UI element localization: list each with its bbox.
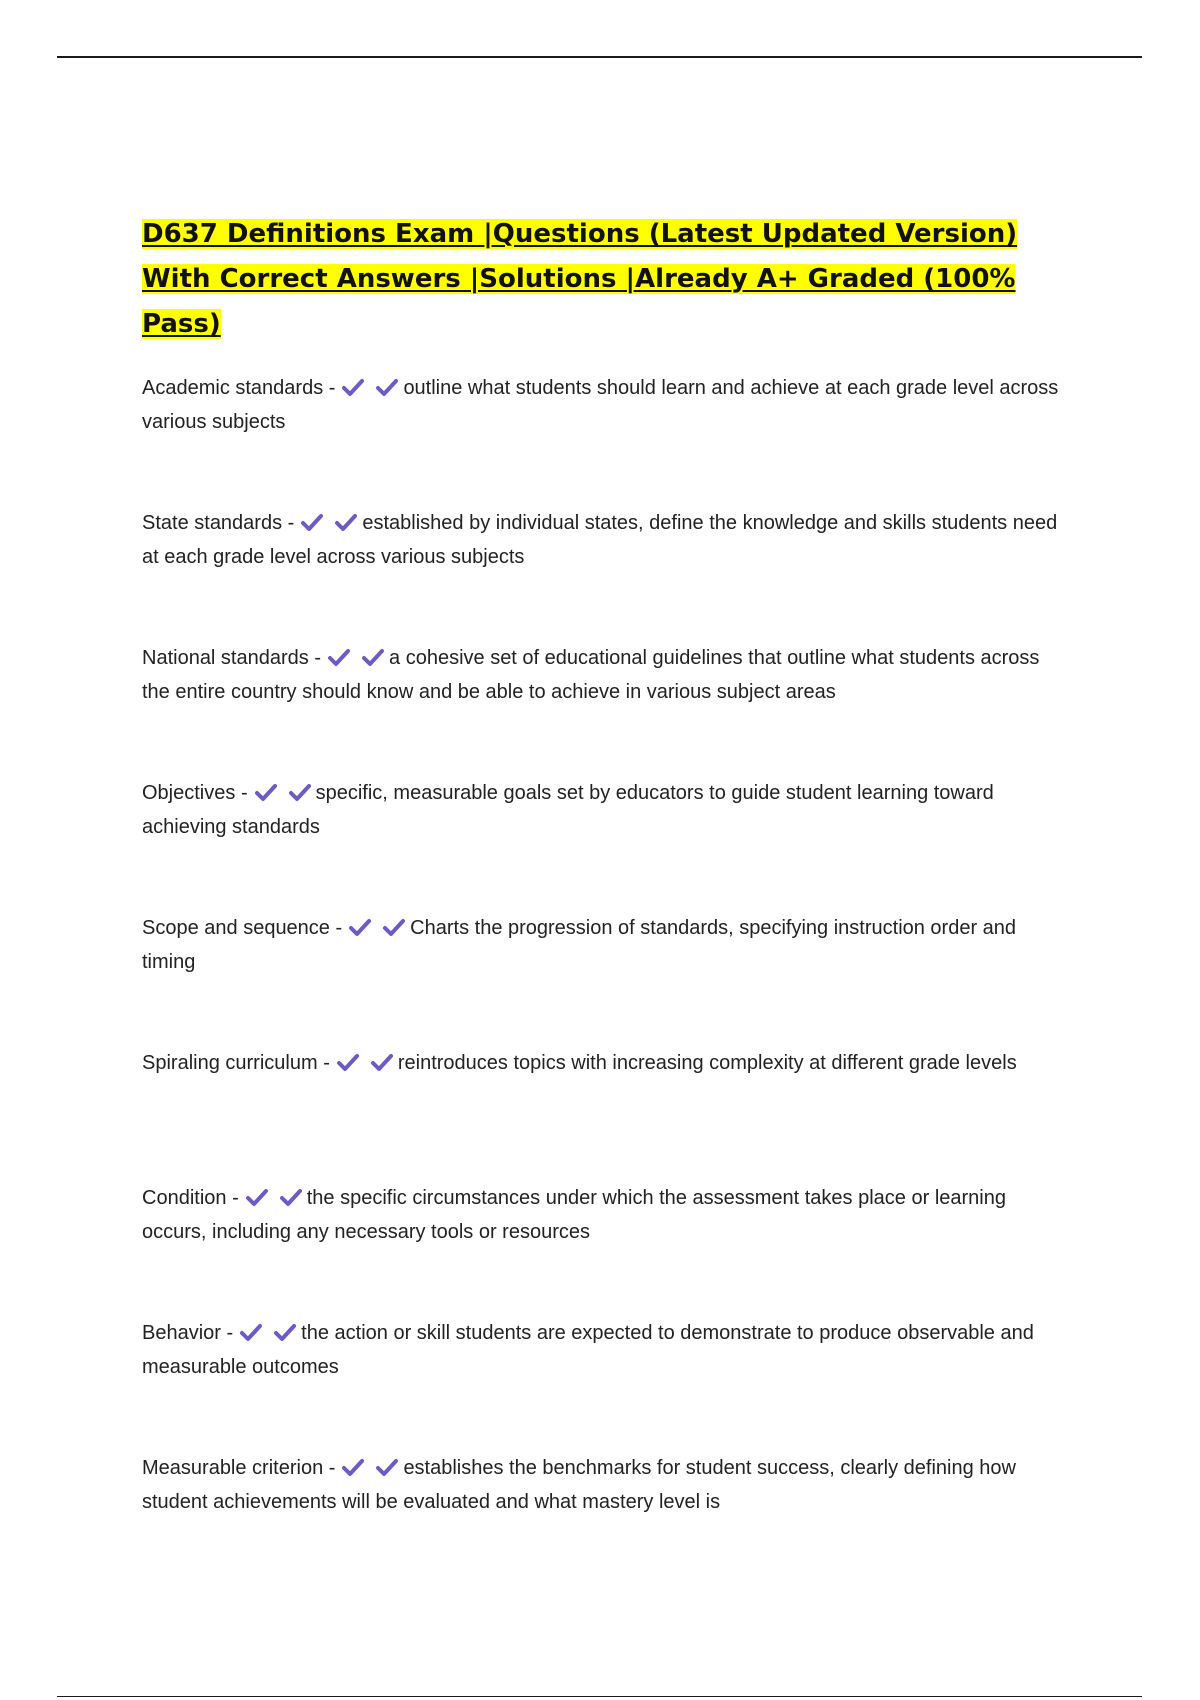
definition-text: reintroduces topics with increasing complexity at different grade levels bbox=[397, 1052, 1017, 1074]
check-mark-icon bbox=[327, 647, 351, 667]
check-mark-icon bbox=[375, 1457, 399, 1477]
term-separator: - bbox=[323, 1052, 330, 1074]
definition-term: National standards bbox=[142, 647, 309, 669]
document-title bbox=[142, 212, 1072, 347]
definition-text: Charts the progression of standards, specifying instruction order and timing bbox=[142, 917, 1017, 973]
term-separator: - bbox=[328, 377, 336, 399]
check-mark-icon bbox=[361, 647, 385, 667]
check-mark-icon bbox=[273, 1322, 297, 1342]
definition-term: Measurable criterion bbox=[142, 1457, 324, 1479]
check-mark-icon bbox=[336, 1052, 360, 1072]
definition-entry bbox=[142, 641, 1072, 776]
definition-text: the specific circumstances under which the assessment takes place or learning occurs, including any necessary tools or resources bbox=[142, 1187, 1006, 1243]
definition-entry bbox=[142, 776, 1072, 911]
check-mark-icon bbox=[279, 1187, 303, 1207]
check-mark-icon bbox=[300, 512, 324, 532]
check-mark-icon bbox=[341, 1457, 365, 1477]
definition-text: established by individual states, define the knowledge and skills students need at each grade level across various subjects bbox=[142, 512, 1058, 568]
check-mark-icon bbox=[382, 917, 406, 937]
definition-term: Behavior bbox=[142, 1322, 221, 1344]
definition-term: Condition bbox=[142, 1187, 227, 1209]
definition-list bbox=[142, 371, 1072, 1586]
term-separator: - bbox=[226, 1322, 234, 1344]
term-separator: - bbox=[328, 1457, 336, 1479]
definition-entry bbox=[142, 1316, 1072, 1451]
term-separator: - bbox=[335, 917, 343, 939]
check-mark-icon bbox=[245, 1187, 269, 1207]
definition-term: Objectives bbox=[142, 782, 236, 804]
definition-entry bbox=[142, 1181, 1072, 1316]
definition-text: a cohesive set of educational guidelines that outline what students across the entire country should know and be able to achieve in various subject areas bbox=[142, 647, 1040, 703]
term-separator: - bbox=[287, 512, 295, 534]
definition-term: Scope and sequence bbox=[142, 917, 330, 939]
check-mark-icon bbox=[239, 1322, 263, 1342]
check-mark-icon bbox=[334, 512, 358, 532]
footer-rule bbox=[57, 1696, 1142, 1697]
definition-entry bbox=[142, 1451, 1072, 1586]
document-title-text: D637 Definitions Exam |Questions (Latest Updated Version) With Correct Answers |Solutions |Already A+ Graded (100% Pass) bbox=[142, 219, 1018, 339]
check-mark-icon bbox=[254, 782, 278, 802]
definition-text: outline what students should learn and achieve at each grade level across various subjects bbox=[142, 377, 1059, 433]
definition-term: Academic standards bbox=[142, 377, 324, 399]
check-mark-icon bbox=[375, 377, 399, 397]
definition-entry bbox=[142, 506, 1072, 641]
header-rule bbox=[57, 56, 1142, 58]
definition-entry bbox=[142, 371, 1072, 506]
definition-term: State standards bbox=[142, 512, 283, 534]
definition-entry bbox=[142, 911, 1072, 1046]
check-mark-icon bbox=[288, 782, 312, 802]
term-separator: - bbox=[232, 1187, 239, 1209]
definition-text: specific, measurable goals set by educators to guide student learning toward achieving standards bbox=[142, 782, 994, 838]
check-mark-icon bbox=[341, 377, 365, 397]
definition-text: establishes the benchmarks for student success, clearly defining how student achievements will be evaluated and what mastery level is bbox=[142, 1457, 1016, 1513]
check-mark-icon bbox=[370, 1052, 394, 1072]
definition-entry bbox=[142, 1046, 1072, 1181]
term-separator: - bbox=[240, 782, 248, 804]
check-mark-icon bbox=[348, 917, 372, 937]
document-body bbox=[142, 212, 1072, 1586]
definition-text: the action or skill students are expected to demonstrate to produce observable and measurable outcomes bbox=[142, 1322, 1034, 1378]
definition-term: Spiraling curriculum bbox=[142, 1052, 318, 1074]
term-separator: - bbox=[314, 647, 322, 669]
